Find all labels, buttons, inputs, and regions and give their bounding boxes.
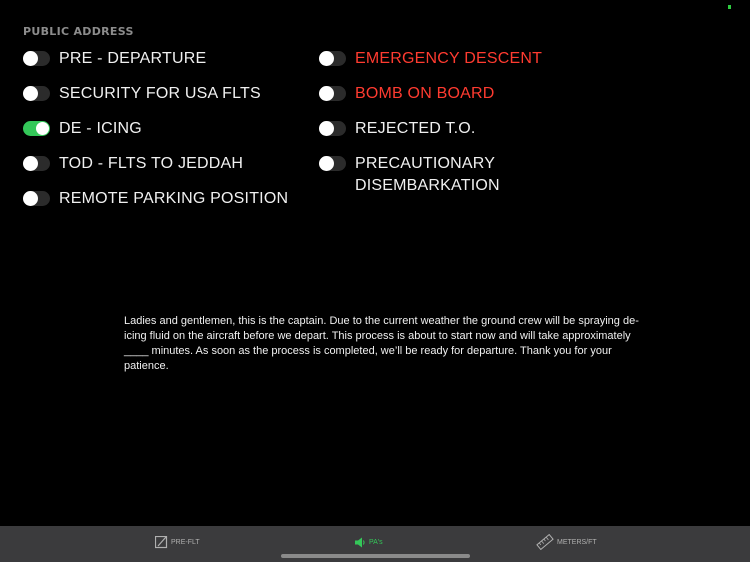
pa-toggle[interactable] bbox=[23, 121, 50, 136]
toggle-knob bbox=[319, 86, 334, 101]
toggle-knob bbox=[23, 86, 38, 101]
toggle-knob bbox=[319, 51, 334, 66]
pa-toggle[interactable] bbox=[23, 156, 50, 171]
pa-toggle[interactable] bbox=[319, 156, 346, 171]
pa-item-bomb-on-board[interactable] bbox=[319, 83, 495, 105]
tab-pas[interactable] bbox=[355, 533, 383, 551]
pa-item-label: REJECTED T.O. bbox=[355, 120, 476, 137]
pa-item-label: REMOTE PARKING POSITION bbox=[59, 190, 289, 207]
tab-pre-flt[interactable] bbox=[155, 533, 200, 551]
pa-toggle[interactable] bbox=[23, 191, 50, 206]
pa-item-remote-parking[interactable] bbox=[23, 188, 288, 210]
tab-meters-ft[interactable] bbox=[536, 533, 597, 551]
pa-item-label: SECURITY FOR USA FLTS bbox=[59, 85, 261, 102]
pa-item-tod-jeddah[interactable] bbox=[23, 153, 243, 175]
status-indicator-icon bbox=[728, 5, 731, 9]
pa-item-label: DE - ICING bbox=[59, 120, 142, 137]
tab-label: PA's bbox=[369, 538, 383, 546]
pa-item-rejected-to[interactable] bbox=[319, 118, 476, 140]
pa-item-precautionary-disembarkation[interactable] bbox=[319, 153, 500, 197]
tab-label: PRE-FLT bbox=[171, 538, 200, 546]
pa-toggle[interactable] bbox=[319, 86, 346, 101]
pa-item-pre-departure[interactable] bbox=[23, 48, 206, 70]
speaker-icon bbox=[355, 537, 366, 548]
pa-item-label: BOMB ON BOARD bbox=[355, 85, 495, 102]
checkbox-icon bbox=[155, 536, 168, 549]
section-title: PUBLIC ADDRESS bbox=[23, 25, 134, 38]
pa-toggle[interactable] bbox=[23, 86, 50, 101]
pa-item-label: TOD - FLTS TO JEDDAH bbox=[59, 155, 244, 172]
pa-item-security-usa[interactable] bbox=[23, 83, 261, 105]
pa-toggle[interactable] bbox=[319, 121, 346, 136]
pa-message-text: Ladies and gentlemen, this is the captain. Due to the current weather the ground crew will be spraying de-icing fluid on the aircraft before we depart. This process is about to start now and will take approximately ____ minutes. As soon as the process is completed, we’ll be ready for departure. Thank you for your patience. bbox=[124, 315, 639, 372]
home-indicator[interactable] bbox=[281, 554, 470, 558]
pa-item-emergency-descent[interactable] bbox=[319, 48, 542, 70]
pa-item-label: PRE - DEPARTURE bbox=[59, 50, 207, 67]
pa-item-label bbox=[355, 153, 500, 197]
pa-item-de-icing[interactable] bbox=[23, 118, 142, 140]
toggle-knob bbox=[23, 51, 38, 66]
toggle-knob bbox=[23, 156, 38, 171]
pa-toggle[interactable] bbox=[319, 51, 346, 66]
toggle-knob bbox=[319, 156, 334, 171]
pa-item-label-line2: DISEMBARKATION bbox=[355, 177, 500, 194]
ruler-icon bbox=[536, 534, 554, 550]
toggle-knob bbox=[36, 122, 49, 135]
pa-item-label-line1: PRECAUTIONARY bbox=[355, 155, 496, 172]
toggle-knob bbox=[23, 191, 38, 206]
tab-label: METERS/FT bbox=[557, 538, 597, 546]
toggle-knob bbox=[319, 121, 334, 136]
pa-item-label: EMERGENCY DESCENT bbox=[355, 50, 543, 67]
pa-toggle[interactable] bbox=[23, 51, 50, 66]
